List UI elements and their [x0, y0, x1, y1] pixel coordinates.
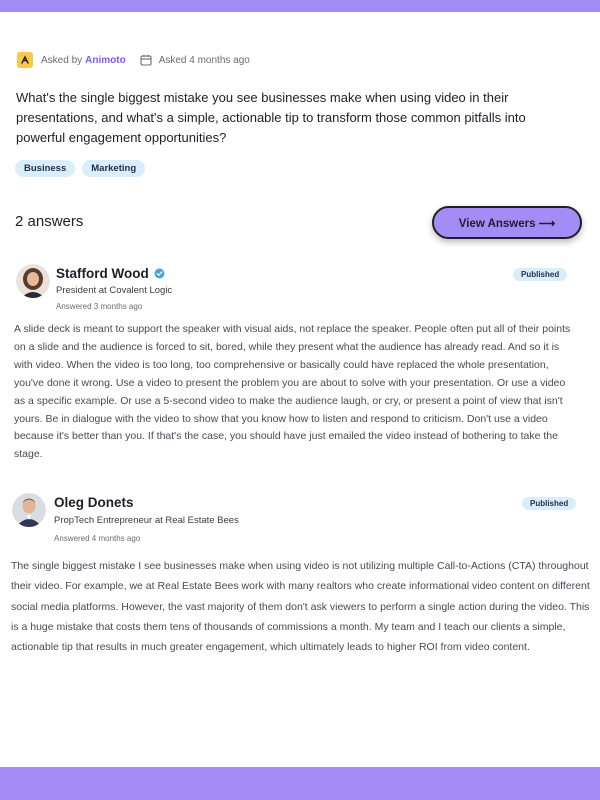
avatar [12, 493, 46, 527]
asker-link[interactable]: Animoto [85, 54, 126, 66]
answers-count: 2 answers [15, 213, 84, 230]
question-meta [17, 51, 250, 69]
status-badge: Published [513, 268, 567, 281]
question-text: What's the single biggest mistake you see businesses make when using video in their presentations, and what's a simple, actionable tip to transform those common pitfalls into powerful engagement opportunities? [16, 90, 526, 145]
answerer-role: PropTech Entrepreneur at Real Estate Bees [54, 515, 239, 526]
bottom-accent-band [0, 767, 600, 800]
answerer-name[interactable]: Oleg Donets [54, 495, 134, 510]
answerer-name[interactable]: Stafford Wood [56, 266, 165, 281]
asked-time: Asked 4 months ago [158, 54, 250, 66]
status-badge: Published [522, 497, 576, 510]
animoto-logo-icon [17, 52, 33, 68]
tag-marketing[interactable]: Marketing [82, 160, 145, 177]
answer-body: The single biggest mistake I see businesses make when using video is not utilizing multiple Call-to-Actions (CTA) throughout their video. For example, we at Real Estate Bees work with many realtors who create informational video content on different social media platforms. However, the vast majority of them don't ask viewers to perform a single action during the video. This is a huge mistake that costs them tens of thousands of commissions a month. My team and I teach our clients a simple, actionable tip that results in much greater engagement, which ultimately leads to higher ROI from video content. [11, 560, 590, 654]
asked-by-label: Asked by [41, 54, 83, 66]
answered-time: Answered 4 months ago [54, 534, 141, 543]
verified-icon [154, 268, 165, 279]
top-accent-band [0, 0, 600, 12]
avatar [16, 264, 50, 298]
answered-time: Answered 3 months ago [56, 302, 143, 311]
answerer-role: President at Covalent Logic [56, 285, 173, 296]
tag-business[interactable]: Business [15, 160, 75, 177]
answer-body: A slide deck is meant to support the speaker with visual aids, not replace the speaker. People often put all of their points on a slide and the audience is forced to sit, bored, while they present what the audience has already read. And so it is with video. When the video is too long, too comprehensive or basically could have replaced the whole presentation, you've done it wrong. Use a video to present the problem you are about to solve with your presentation. Or use a video as a specific example. Or use a 5-second video to make the audience laugh, or cry, or present a point of view that isn't yours. Be in dialogue with the video to show that you know how to listen and respond to criticism. Don't use a video because it's better than you. If that's the case, you should have just emailed the video instead of bothering to take the stage. [14, 323, 571, 461]
tag-list [15, 160, 145, 177]
calendar-icon [140, 54, 152, 66]
view-answers-button[interactable]: View Answers ⟶ [432, 206, 582, 239]
